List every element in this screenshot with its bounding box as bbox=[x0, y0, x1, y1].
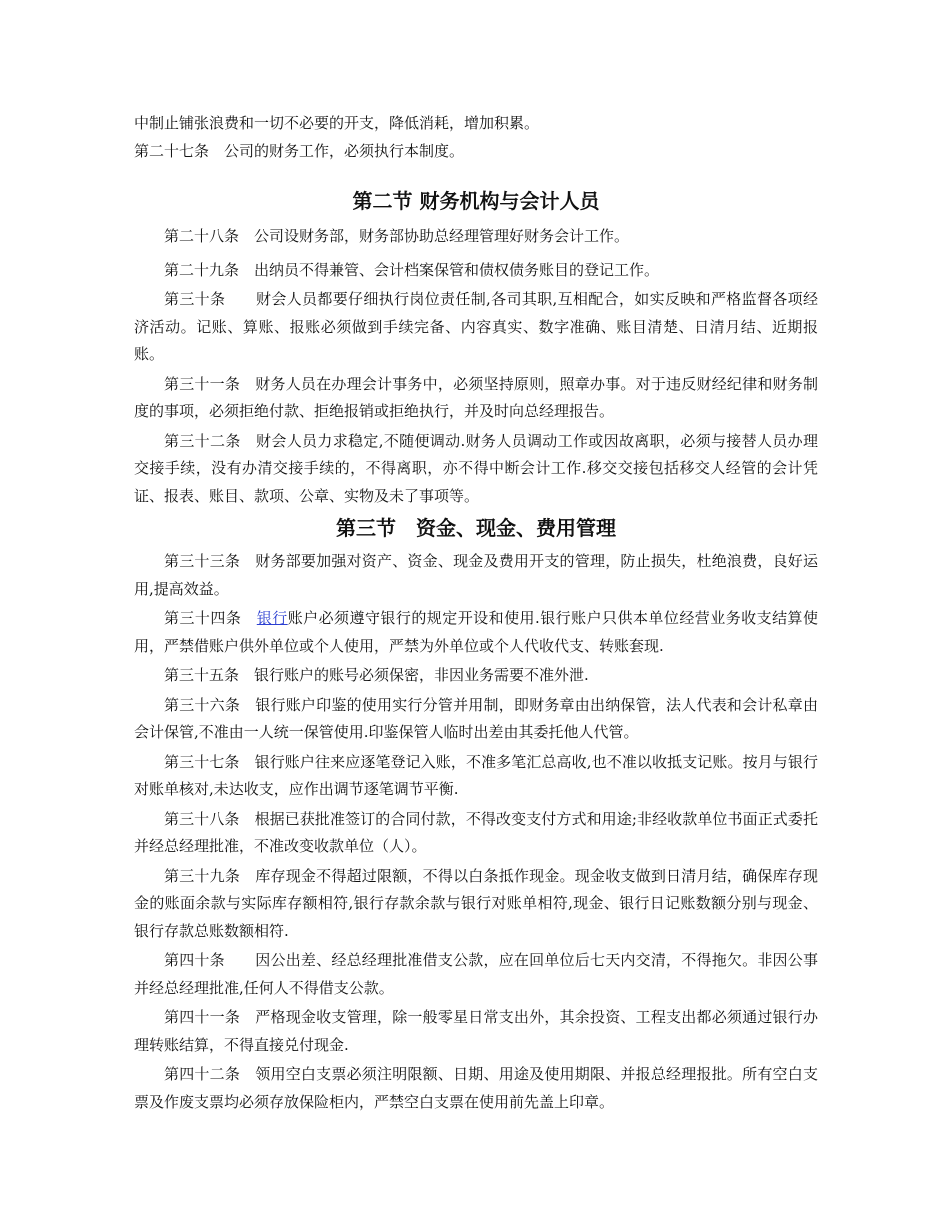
article-number: 第二十八条 bbox=[164, 227, 240, 245]
article-text: 领用空白支票必须注明限额、日期、用途及使用期限、并报总经理报批。所有空白支票及作废支票均必须存放保险柜内，严禁空白支票在使用前先盖上印章。 bbox=[134, 1065, 818, 1111]
section-heading-2: 第二节 财务机构与会计人员 bbox=[352, 189, 600, 213]
article-number: 第三十六条 bbox=[164, 695, 241, 714]
article-text: 公司设财务部，财务部协助总经理管理好财务会计工作。 bbox=[254, 227, 630, 245]
article-number: 第三十七条 bbox=[164, 752, 240, 771]
article-number: 第三十三条 bbox=[164, 552, 241, 570]
article-text: 财会人员都要仔细执行岗位责任制,各司其职,互相配合，如实反映和严格监督各项经济活动。记账、算账、报账必须做到手续完备、内容真实、数字准确、账目清楚、日清月结、近期报账。 bbox=[134, 290, 818, 363]
article-text: 严格现金收支管理，除一般零星日常支出外，其余投资、工程支出都必须通过银行办理转账结算，不得直接兑付现金. bbox=[134, 1008, 818, 1054]
article-number: 第二十九条 bbox=[164, 260, 240, 279]
document-page bbox=[134, 110, 818, 1118]
article-number: 第三十四条 bbox=[164, 609, 242, 627]
article-text: 出纳员不得兼管、会计档案保管和债权债务账目的登记工作。 bbox=[254, 260, 660, 279]
intro-line-1 bbox=[134, 110, 818, 138]
article-37 bbox=[134, 749, 818, 804]
intro-text: 中制止铺张浪费和一切不必要的开支，降低消耗，增加积累。 bbox=[134, 114, 540, 132]
article-number: 第三十条 bbox=[164, 290, 226, 308]
article-number: 第四十条 bbox=[164, 951, 225, 969]
article-36 bbox=[134, 692, 818, 747]
article-text: 账户必须遵守银行的规定开设和使用.银行账户只供本单位经营业务收支结算使用，严禁借账户供外单位或个人使用，严禁为外单位或个人代收代支、转账套现. bbox=[134, 609, 818, 655]
article-31 bbox=[134, 371, 818, 426]
article-27 bbox=[134, 138, 818, 166]
article-text: 银行账户的账号必须保密，非因业务需要不准外泄. bbox=[254, 666, 589, 684]
article-38 bbox=[134, 806, 818, 861]
article-number: 第四十一条 bbox=[164, 1008, 241, 1026]
article-33 bbox=[134, 548, 818, 603]
article-40 bbox=[134, 947, 818, 1002]
article-34 bbox=[134, 605, 818, 660]
article-text: 财务人员在办理会计事务中，必须坚持原则，照章办事。对于违反财经纪律和财务制度的事项，必须拒绝付款、拒绝报销或拒绝执行，并及时向总经理报告。 bbox=[134, 374, 818, 420]
article-28 bbox=[134, 223, 818, 251]
article-32 bbox=[134, 428, 818, 511]
article-text: 公司的财务工作，必须执行本制度。 bbox=[224, 141, 465, 160]
article-number: 第三十一条 bbox=[164, 374, 241, 393]
article-29 bbox=[134, 257, 818, 285]
bank-link[interactable]: 银行 bbox=[256, 609, 288, 627]
article-41 bbox=[134, 1004, 818, 1059]
article-text: 财务部要加强对资产、资金、现金及费用开支的管理，防止损失，杜绝浪费，良好运用,提高效益。 bbox=[134, 552, 818, 598]
article-number: 第三十二条 bbox=[164, 431, 241, 450]
article-30 bbox=[134, 286, 818, 369]
article-39 bbox=[134, 863, 818, 946]
article-number: 第四十二条 bbox=[164, 1065, 241, 1083]
article-text: 库存现金不得超过限额，不得以白条抵作现金。现金收支做到日清月结，确保库存现金的账面余款与实际库存额相符,银行存款余款与银行对账单相符,现金、银行日记账数额分别与现金、银行存款总账数额相符. bbox=[134, 866, 818, 940]
article-number: 第三十五条 bbox=[164, 666, 240, 684]
article-text: 银行账户往来应逐笔登记入账，不准多笔汇总高收,也不准以收抵支记账。按月与银行对账单核对,未达收支，应作出调节逐笔调节平衡. bbox=[134, 752, 818, 798]
article-text: 因公出差、经总经理批准借支公款，应在回单位后七天内交清，不得拖欠。非因公事并经总经理批准,任何人不得借支公款。 bbox=[134, 951, 818, 997]
article-number: 第二十七条 bbox=[134, 141, 210, 160]
article-text: 根据已获批准签订的合同付款，不得改变支付方式和用途;非经收款单位书面正式委托并经总经理批准，不准改变收款单位（人）。 bbox=[134, 809, 818, 855]
article-35 bbox=[134, 662, 818, 690]
article-text: 财会人员力求稳定,不随便调动.财务人员调动工作或因故离职，必须与接替人员办理交接手续，没有办清交接手续的，不得离职，亦不得中断会计工作.移交交接包括移交人经管的会计凭证、报表、账目、款项、公章、实物及未了事项等。 bbox=[134, 431, 818, 505]
section-heading-3: 第三节 资金、现金、费用管理 bbox=[336, 516, 616, 540]
article-number: 第三十九条 bbox=[164, 866, 241, 885]
article-42 bbox=[134, 1061, 818, 1116]
article-text: 银行账户印鉴的使用实行分管并用制，即财务章由出纳保管，法人代表和会计私章由会计保管,不准由一人统一保管使用.印鉴保管人临时出差由其委托他人代管。 bbox=[134, 695, 818, 741]
article-number: 第三十八条 bbox=[164, 809, 240, 828]
